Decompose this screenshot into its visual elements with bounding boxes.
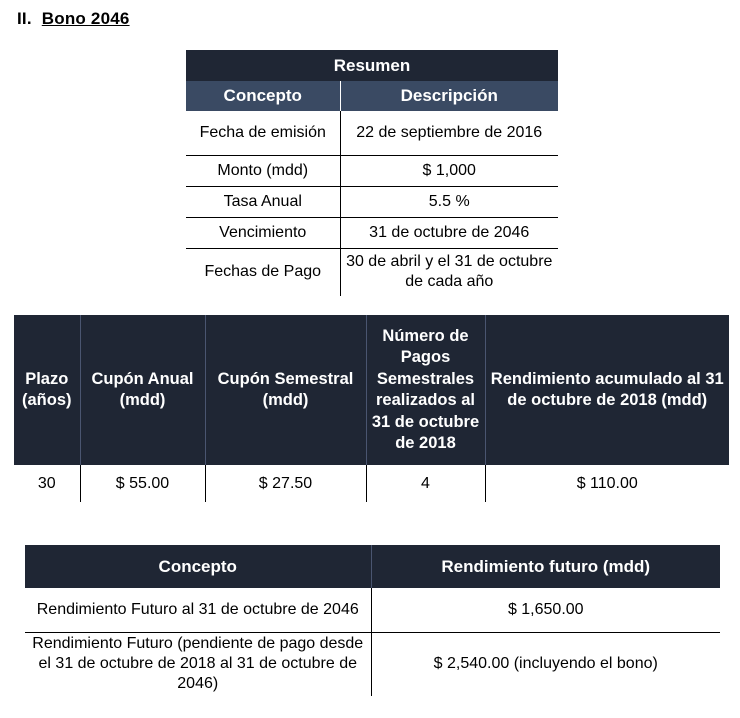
table-row	[14, 465, 729, 502]
coupon-table	[14, 315, 729, 502]
coupon-annual-cell: $ 55.00	[80, 465, 205, 502]
coupon-header-semiannual: Cupón Semestral (mdd)	[205, 315, 366, 465]
coupon-semiannual-cell: $ 27.50	[205, 465, 366, 502]
table-row	[186, 186, 558, 217]
section-heading	[17, 9, 130, 29]
coupon-term-cell: 30	[37, 474, 56, 492]
future-value-cell: $ 1,650.00	[371, 588, 720, 632]
summary-description-cell: 31 de octubre de 2046	[340, 217, 558, 248]
table-row	[186, 155, 558, 186]
future-concept-cell: Rendimiento Futuro al 31 de octubre de 2046	[25, 588, 371, 632]
coupon-accumulated-cell: $ 110.00	[485, 465, 729, 502]
table-row	[25, 632, 720, 696]
summary-concept-cell: Fechas de Pago	[204, 263, 322, 281]
section-number: II.	[17, 9, 32, 28]
table-row	[186, 217, 558, 248]
table-row	[186, 111, 558, 155]
coupon-header-term: Plazo (años)	[14, 315, 80, 465]
future-header-yield: Rendimiento futuro (mdd)	[371, 545, 720, 588]
summary-header-description: Descripción	[340, 81, 558, 111]
summary-table	[186, 50, 558, 296]
future-yield-table	[25, 545, 720, 696]
coupon-header-annual: Cupón Anual (mdd)	[80, 315, 205, 465]
summary-header-concept: Concepto	[186, 81, 340, 111]
section-title: Bono 2046	[41, 9, 130, 28]
table-row	[186, 248, 558, 296]
summary-concept-cell: Tasa Anual	[186, 186, 340, 217]
summary-description-cell: 22 de septiembre de 2016	[340, 111, 558, 155]
summary-caption: Resumen	[186, 50, 558, 81]
summary-description-cell: 30 de abril y el 31 de octubre de cada año	[340, 248, 558, 296]
coupon-payments-cell: 4	[366, 465, 485, 502]
table-row	[25, 588, 720, 632]
summary-concept-cell: Fecha de emisión	[186, 111, 340, 155]
summary-description-cell: 5.5 %	[340, 186, 558, 217]
future-header-concept: Concepto	[25, 545, 371, 588]
summary-concept-cell: Monto (mdd)	[186, 155, 340, 186]
summary-description-cell: $ 1,000	[340, 155, 558, 186]
summary-concept-cell: Vencimiento	[186, 217, 340, 248]
coupon-header-accumulated: Rendimiento acumulado al 31 de octubre de 2018 (mdd)	[485, 315, 729, 465]
future-value-cell: $ 2,540.00 (incluyendo el bono)	[371, 632, 720, 696]
future-concept-cell: Rendimiento Futuro (pendiente de pago desde el 31 de octubre de 2018 al 31 de octubre de 2046)	[32, 635, 364, 693]
coupon-header-payments: Número de Pagos Semestrales realizados al 31 de octubre de 2018	[366, 315, 485, 465]
